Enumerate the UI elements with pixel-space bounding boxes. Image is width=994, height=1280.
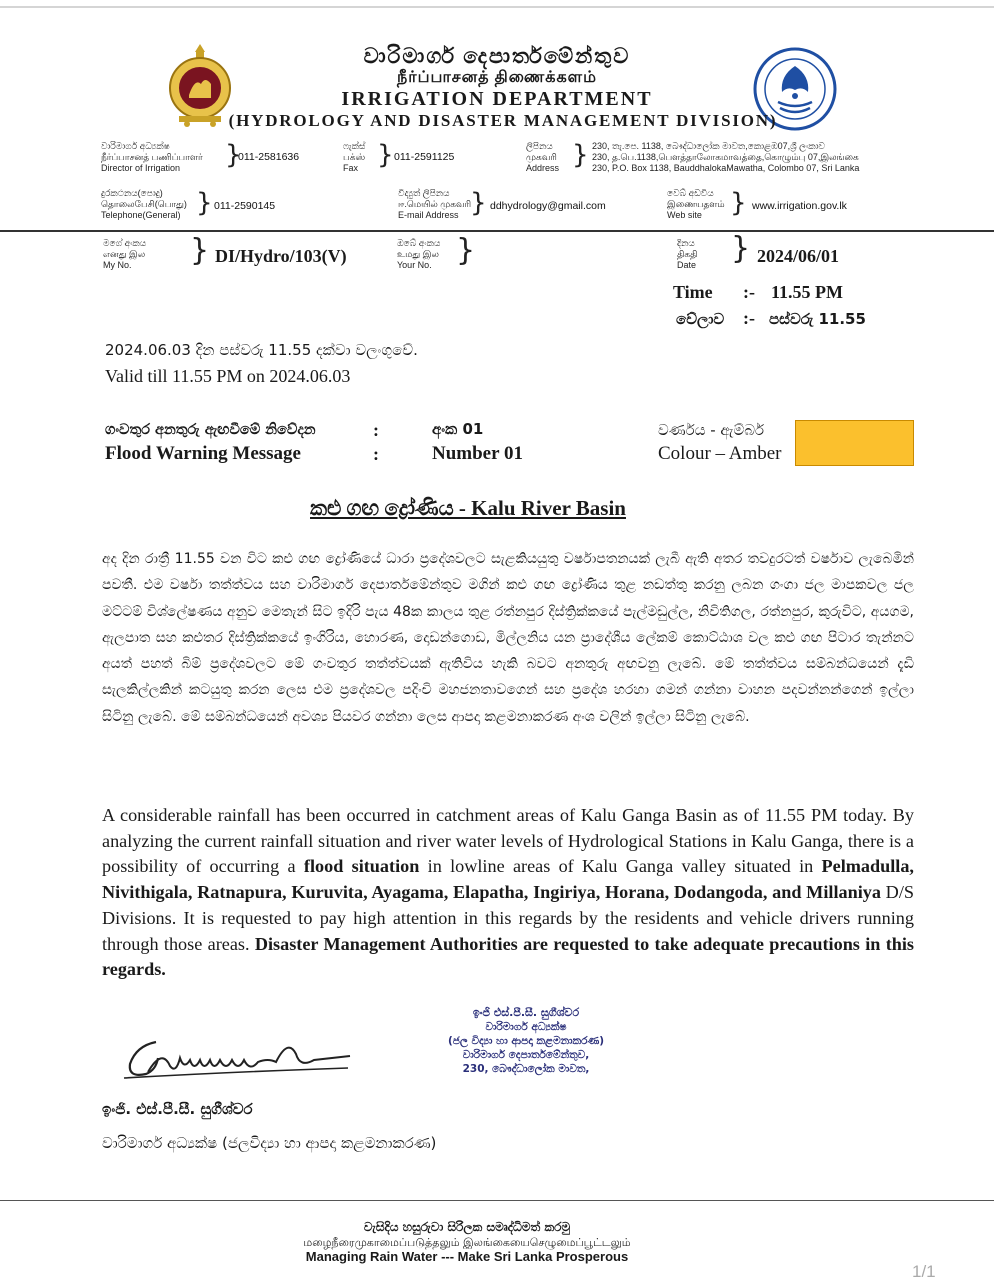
time-label: Time	[673, 282, 713, 302]
colon: :	[373, 420, 379, 440]
website-url: www.irrigation.gov.lk	[752, 200, 847, 212]
brace: }	[572, 140, 589, 170]
brace: }	[456, 233, 476, 268]
signature-icon	[118, 1028, 358, 1088]
document-date: 2024/06/01	[757, 246, 840, 266]
director-label: වාරිමාර්ග අධ්‍යක්ෂ நீர்ப்பாசனத் பணிப்பாளர் Director of Irrigation	[101, 141, 203, 173]
time-value: 11.55 PM	[771, 282, 843, 302]
precaution-request: Disaster Management Authorities are requested to take adequate precautions in this regards.	[102, 933, 915, 980]
brace: }	[730, 188, 747, 218]
brace: }	[196, 188, 213, 218]
validity-english: Valid till 11.55 PM on 2024.06.03	[105, 366, 351, 386]
brace: }	[470, 188, 487, 218]
basin-title: කළු ගඟ ද්‍රෝණිය - Kalu River Basin	[310, 496, 626, 520]
time-separator: :-	[743, 282, 755, 302]
message-label-english: Flood Warning Message	[105, 443, 301, 464]
official-stamp: ඉංජි එස්.පී.සී. සුගීශ්වර වාරිමාර්ග අධ්‍යක්ෂ (ජල විද්‍යා හා ආපදා කළමනාකරණ) වාරිමාර්ග දෙපාර්තමේන්තුව, 230, බෞද්ධාලෝක මාවත,	[447, 1006, 605, 1075]
department-name-tamil: நீர்ப்பாசனத் திணைக்களம்	[397, 69, 597, 86]
telephone-number: 011-2590145	[214, 200, 276, 212]
colour-label-english: Colour – Amber	[658, 443, 782, 464]
your-no-label: ඔබේ අංකය உமது இல Your No.	[397, 238, 441, 270]
footer-slogan-tamil: மழைநீரைமுகாமைப்படுத்தலும் இலங்கையைசெழுமைப்பூட்டலும்	[303, 1236, 631, 1249]
footer-slogan-sinhala: වැසිදිය හසුරුවා සිරිලක සමෘද්ධිමත් කරමු	[363, 1220, 571, 1234]
fax-label: ෆැක්ස් பக்ஸ் Fax	[343, 141, 366, 173]
time-value-sinhala: පස්වරු 11.55	[769, 310, 866, 328]
division-name: (HYDROLOGY AND DISASTER MANAGEMENT DIVISION)	[228, 111, 778, 130]
affected-divisions: Pelmadulla, Nivithigala, Ratnapura, Kuruvita, Ayagama, Elapatha, Ingiriya, Horana, Dodangoda, and Millaniya	[102, 856, 914, 903]
brace: }	[731, 231, 751, 266]
brace: }	[225, 140, 242, 170]
email-label: විද්‍යුත් ලිපිනය ஈ.மெயில் முகவரி E-mail Address	[398, 188, 472, 220]
signatory-title: වාරිමාර්ග අධ්‍යක්ෂ (ජලවිද්‍යා හා ආපදා කළමනාකරණ)	[102, 1134, 437, 1152]
department-name-sinhala: වාරිමාර්ග දෙපාර්තමේන්තුව	[363, 44, 631, 68]
website-label: වෙබ් අඩවිය இணையதளம் Web site	[667, 188, 725, 220]
address-label: ලිපිනය முகவரி Address	[526, 141, 560, 173]
department-name-english: IRRIGATION DEPARTMENT	[341, 88, 653, 110]
validity-sinhala: 2024.06.03 දින පස්වරු 11.55 දක්වා වලංගුවේ.	[105, 341, 418, 359]
colour-label-sinhala: වර්ණය - ඇම්බර්	[658, 421, 765, 439]
body-sinhala: අද දින රාත්‍රී 11.55 වන විට කළු ගඟ ද්‍රෝණියේ ධාරා ප්‍රදේශවලට සැළකියයුතු වර්ෂාපතනයක් ලැබී ඇති අතර තවදුරටත් වර්ෂාව ලැබෙමින් පවතී. එම වර්ෂා තත්ත්වය සහ වාරිමාර්ග දෙපාර්තමේන්තුව මගින් කළු ගඟ ද්‍රෝණිය තුළ නඩත්තු කරනු ලබන ගංගා ජල මාපකවල ජල මට්ටම් විශ්ලේෂණය අනුව මෙතැන් සිට ඉදිරි පැය 48ක කාලය තුළ රත්නපුර දිස්ත්‍රික්කයේ පැල්මඩුල්ල, නිවිතිගල, රත්නපුර, කුරුවිට, අයගම, ඇලපාත සහ කළුතර දිස්ත්‍රික්කයේ ඉංගිරිය, හොරණ, දොඩන්ගොඩ, මිල්ලනිය යන ප්‍රාදේශීය ලේකම් කොට්ඨාශ වල කළු ගඟ පිටාර තැන්නට අයත් පහත් බිම් ප්‍රදේශවලට මේ ගංවතුර තත්ත්වයක් ඇතිවිය හැකි බවට අනතුරු අඟවනු ලැබේ. මේ තත්ත්වය සම්බන්ධයෙන් දැඩි සැලකිල්ලකින් කටයුතු කරන ලෙස එම ප්‍රදේශවල පදිංචි මහජනතාවගෙන් සහ ප්‍රදේශ හරහා ගමන් ගන්නා වාහන පදවන්නන්ගෙන් ඉල්ලා සිටිනු ලැබේ. මේ සම්බන්ධයෙන් අවශ්‍ය පියවර ගන්නා ලෙස ආපදා කළමනාකරණ අංශ වලින් ඉල්ලා සිටිනු ලැබේ.	[102, 551, 914, 725]
body-english: A considerable rainfall has been occurred in catchment areas of Kalu Ganga Basin as of 11.55 PM today. By analyzing the current rainfall situation and river water levels of Hydrological Stations in Kalu Ganga, there is a possibility of occurring a flood situation in lowline areas of Kalu Ganga valley situated in Pelmadulla, Nivithigala, Ratnapura, Kuruvita, Ayagama, Elapatha, Ingiriya, Horana, Dodangoda, and Millaniya D/S Divisions. It is requested to pay high attention in this regards by the residents and vehicle drivers running through those areas. Disaster Management Authorities are requested to take adequate precautions in this regards.	[102, 805, 915, 980]
flood-situation-text: flood situation	[303, 856, 420, 877]
telephone-label: දුරකථනය(පොදු) தொலைபேசி(பொது) Telephone(General)	[101, 188, 187, 220]
brace: }	[377, 140, 394, 170]
message-number-sinhala: අංක 01	[432, 420, 484, 438]
my-reference-number: DI/Hydro/103(V)	[215, 246, 347, 266]
director-phone: 011-2581636	[238, 151, 300, 163]
date-label: දිනය திகதி Date	[677, 238, 698, 270]
my-no-label: මගේ අංකය எனது இல My No.	[103, 238, 147, 270]
colon: :	[373, 444, 379, 464]
fax-number: 011-2591125	[394, 151, 455, 163]
page-number: 1/1	[912, 1262, 936, 1280]
address-text: 230, තැ.පෙ. 1138, බෞද්ධාලෝක මාවත,කොළඹ07,ශ්‍රී ලංකාව 230, த.பெ.1138,பௌத்தாலோகமாவத்தை,கொழும்பு 07,இலங்கை 230, P.O. Box 1138, BauddhalokaMawatha, Colombo 07, Sri Lanka	[592, 141, 860, 173]
time-label-sinhala: වේලාව	[676, 310, 725, 328]
header-divider	[0, 230, 994, 232]
message-number-english: Number 01	[432, 443, 523, 464]
signatory-name: ඉංජි. එස්.පී.සී. සුගීශ්වර	[102, 1100, 253, 1118]
time-separator-sinhala: :-	[743, 308, 755, 328]
amber-colour-swatch	[795, 420, 914, 466]
brace: }	[190, 233, 210, 268]
message-label-sinhala: ගංවතුර අනතුරු ඇඟවීමේ නිවේදන	[105, 422, 316, 438]
footer-slogan-english: Managing Rain Water --- Make Sri Lanka Prosperous	[305, 1249, 629, 1264]
top-border	[0, 6, 994, 8]
email-address: ddhydrology@gmail.com	[490, 200, 606, 212]
footer-divider	[0, 1200, 994, 1201]
